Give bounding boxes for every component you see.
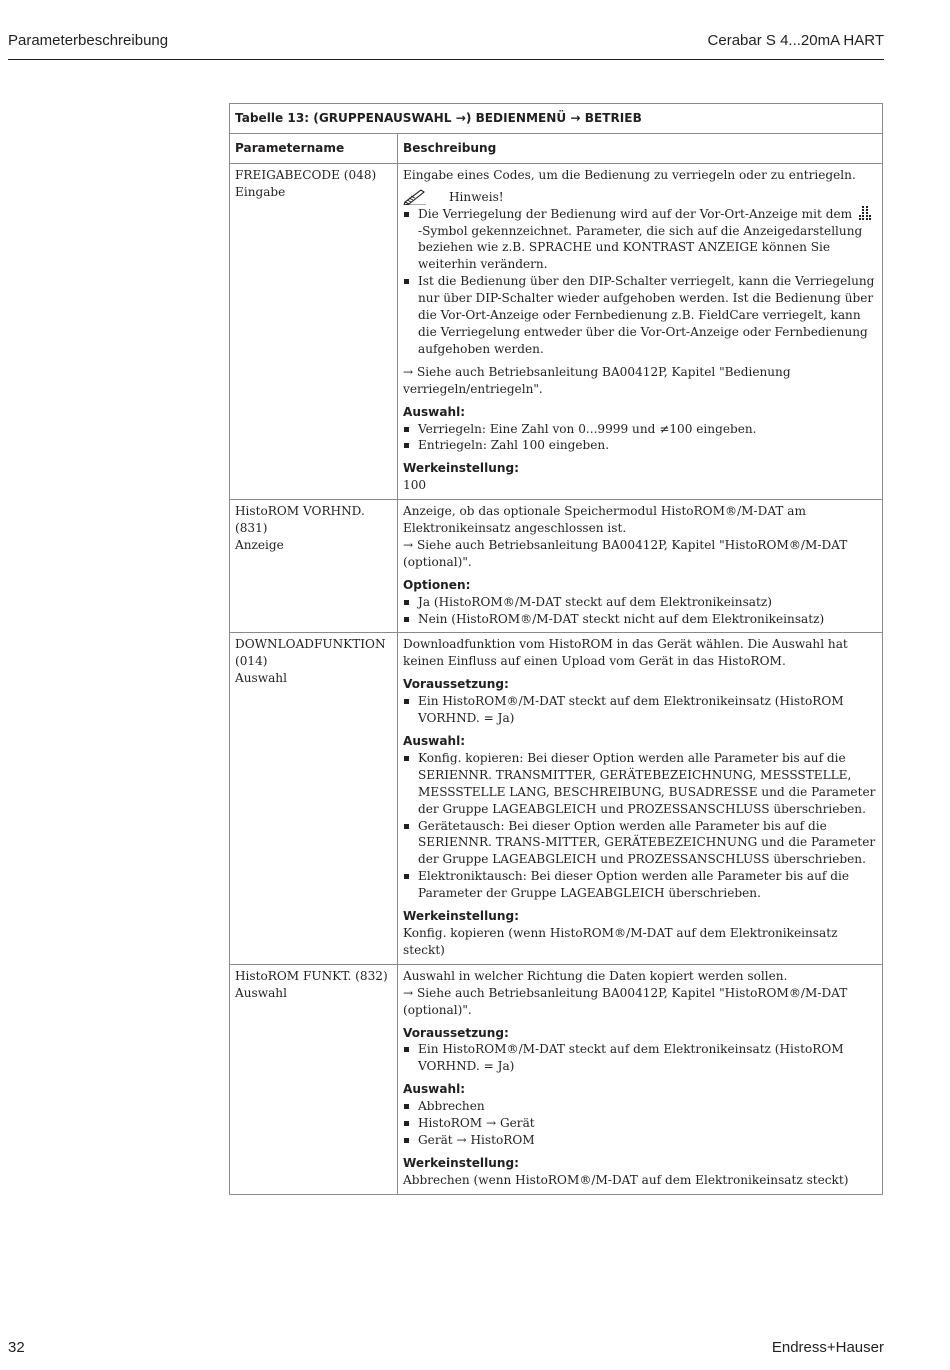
brand-name: Endress+Hauser <box>771 1339 884 1356</box>
parameter-name: HistoROM VORHND. (831) <box>235 504 365 536</box>
column-header-beschreibung: Beschreibung <box>398 133 883 163</box>
prerequisite-list <box>403 1041 876 1075</box>
section-label: Voraussetzung: <box>403 677 509 692</box>
section-label: Auswahl: <box>403 734 466 748</box>
option-list <box>403 594 876 628</box>
table-row <box>230 500 883 633</box>
running-header-section: Parameterbeschreibung <box>8 32 169 49</box>
pencil-note-icon <box>403 189 427 205</box>
choice-list <box>403 421 876 455</box>
default-value: Abbrechen (wenn HistoROM®/M-DAT auf dem Elektronikeinsatz steckt) <box>403 1172 849 1187</box>
reference-text: → Siehe auch Betriebsanleitung BA00412P, Kapitel "Bedienung verriegeln/entriegeln". <box>403 364 791 396</box>
choice-list <box>403 1098 876 1149</box>
description-text: Downloadfunktion vom HistoROM in das Gerät wählen. Die Auswahl hat keinen Einfluss auf einen Upload vom Gerät in das HistoROM. <box>403 637 848 669</box>
section-label: Optionen: <box>403 577 471 592</box>
section-label: Auswahl: <box>403 404 466 419</box>
list-item: HistoROM → Gerät <box>403 1115 876 1132</box>
description-text: Eingabe eines Codes, um die Bedienung zu verriegeln oder zu entriegeln. <box>403 167 856 182</box>
parameter-name-cell <box>230 163 398 499</box>
note-label: Hinweis! <box>449 189 504 204</box>
note-block <box>403 189 876 206</box>
reference-text: → Siehe auch Betriebsanleitung BA00412P, Kapitel "HistoROM®/M-DAT (optional)". <box>403 537 848 569</box>
list-item: Verriegeln: Eine Zahl von 0...9999 und ≠100 eingeben. <box>403 421 876 438</box>
parameter-name-cell <box>230 633 398 964</box>
running-header-product: Cerabar S 4...20mA HART <box>707 32 884 49</box>
list-item: Entriegeln: Zahl 100 eingeben. <box>403 437 876 454</box>
description-text: Auswahl in welcher Richtung die Daten kopiert werden sollen. <box>403 968 788 983</box>
section-label: Werkeinstellung: <box>403 1155 519 1170</box>
table-header-row <box>230 133 883 163</box>
section-label: Werkeinstellung: <box>403 909 519 924</box>
lock-symbol-icon <box>858 206 872 221</box>
parameter-type: Auswahl <box>235 985 287 1000</box>
list-item: Ein HistoROM®/M-DAT steckt auf dem Elektronikeinsatz (HistoROM VORHND. = Ja) <box>403 1041 876 1075</box>
parameter-type: Eingabe <box>235 184 286 199</box>
note-list <box>403 206 876 358</box>
list-item: Konfig. kopieren: Bei dieser Option werden alle Parameter bis auf die SERIENNR. TRANSMITTER, GERÄTEBEZEICHNUNG, MESSSTELLE, MESSSTELLE LANG, BESCHREIBUNG, BUSADRESSE und die Parameter der Gruppe LAGEABGLEICH und PROZESSANSCHLUSS überschrieben. <box>403 750 876 818</box>
parameter-name: FREIGABECODE (048) <box>235 167 377 182</box>
parameter-type: Anzeige <box>235 537 284 552</box>
list-item: Nein (HistoROM®/M-DAT steckt nicht auf dem Elektronikeinsatz) <box>403 611 876 628</box>
section-label: Werkeinstellung: <box>403 461 519 476</box>
description-cell <box>398 964 883 1194</box>
list-item: Gerätetausch: Bei dieser Option werden alle Parameter bis auf die SERIENNR. TRANS-MITTER, GERÄTEBEZEICHNUNG und die Parameter der Gruppe LAGEABGLEICH und PROZESSANSCHLUSS überschrieben. <box>403 818 876 869</box>
section-label: Voraussetzung: <box>403 1025 509 1040</box>
table-row <box>230 964 883 1194</box>
default-value: Konfig. kopieren (wenn HistoROM®/M-DAT auf dem Elektronikeinsatz steckt) <box>403 925 838 957</box>
description-cell <box>398 163 883 499</box>
prerequisite-list <box>403 693 876 727</box>
section-label: Auswahl: <box>403 1082 466 1097</box>
page-number: 32 <box>8 1339 25 1356</box>
table-row <box>230 163 883 499</box>
description-text: Anzeige, ob das optionale Speichermodul HistoROM®/M-DAT am Elektronikeinsatz angeschlossen ist. <box>403 504 806 536</box>
parameter-type: Auswahl <box>235 671 287 686</box>
description-cell <box>398 633 883 964</box>
list-item: Abbrechen <box>403 1098 876 1115</box>
column-header-parametername: Parametername <box>230 133 398 163</box>
parameter-table <box>229 103 883 1195</box>
parameter-name: HistoROM FUNKT. (832) <box>235 968 388 983</box>
list-item: Elektroniktausch: Bei dieser Option werden alle Parameter bis auf die Parameter der Gruppe LAGEABGLEICH überschrieben. <box>403 868 876 902</box>
list-item: Die Verriegelung der Bedienung wird auf der Vor-Ort-Anzeige mit dem -Symbol gekennzeichnet. Parameter, die sich auf die Anzeigedarstellung beziehen wie z.B. SPRACHE und KONTRAST ANZEIGE können Sie weiterhin verändern. <box>403 206 876 274</box>
list-item: Ist die Bedienung über den DIP-Schalter verriegelt, kann die Verriegelung nur über DIP-Schalter wieder aufgehoben werden. Ist die Bedienung über die Vor-Ort-Anzeige oder Fernbedienung z.B. FieldCare verriegelt, kann die Verriegelung entweder über die Vor-Ort-Anzeige oder Fernbedienung aufgehoben werden. <box>403 273 876 358</box>
header-rule <box>8 59 884 60</box>
list-item: Gerät → HistoROM <box>403 1132 876 1149</box>
list-item: Ein HistoROM®/M-DAT steckt auf dem Elektronikeinsatz (HistoROM VORHND. = Ja) <box>403 693 876 727</box>
parameter-name: DOWNLOADFUNKTION (014) <box>235 637 386 669</box>
table-title: Tabelle 13: (GRUPPENAUSWAHL →) BEDIENMENÜ → BETRIEB <box>230 104 883 134</box>
parameter-name-cell <box>230 500 398 633</box>
default-value: 100 <box>403 478 427 493</box>
table-row <box>230 633 883 964</box>
reference-text: → Siehe auch Betriebsanleitung BA00412P, Kapitel "HistoROM®/M-DAT (optional)". <box>403 985 848 1017</box>
description-cell <box>398 500 883 633</box>
list-item: Ja (HistoROM®/M-DAT steckt auf dem Elektronikeinsatz) <box>403 594 876 611</box>
parameter-name-cell <box>230 964 398 1194</box>
choice-list <box>403 750 876 902</box>
